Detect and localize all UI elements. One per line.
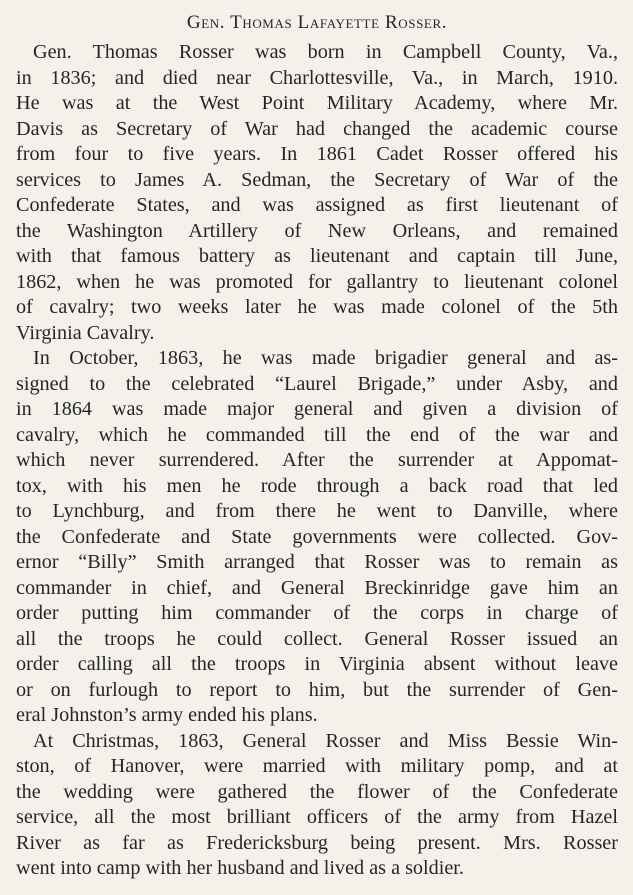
text-line: went into camp with her husband and lived as a soldier. bbox=[16, 857, 464, 879]
text-line: In October, 1863, he was made brigadier general and as- bbox=[33, 347, 618, 369]
text-line: all the troops he could collect. General Rosser issued an bbox=[16, 627, 618, 650]
text-line: 1862, when he was promoted for gallantry to lieutenant colonel bbox=[16, 270, 618, 293]
text-line: Davis as Secretary of War had changed the academic course bbox=[16, 117, 618, 140]
text-line: or on furlough to report to him, but the surrender of Gen- bbox=[16, 678, 618, 701]
text-line: in 1864 was made major general and given a division of bbox=[16, 398, 618, 420]
text-line: the wedding were gathered the flower of the Confederate bbox=[16, 780, 618, 803]
body-text bbox=[16, 40, 618, 882]
text-line: to Lynchburg, and from there he went to Danville, where bbox=[16, 500, 618, 522]
text-line: eral Johnston’s army ended his plans. bbox=[16, 704, 318, 726]
text-line: He was at the West Point Military Academy, where Mr. bbox=[16, 92, 618, 114]
text-line: Confederate States, and was assigned as first lieutenant of bbox=[16, 194, 618, 216]
text-line: signed to the celebrated “Laurel Brigade,” under Asby, and bbox=[16, 372, 618, 395]
text-line: ernor “Billy” Smith arranged that Rosser was to remain as bbox=[16, 551, 618, 573]
page-title: Gen. Thomas Lafayette Rosser. bbox=[186, 12, 448, 33]
text-line: tox, with his men he rode through a back road that led bbox=[16, 474, 618, 497]
text-line: Gen. Thomas Rosser was born in Campbell County, Va., bbox=[33, 41, 618, 63]
text-line: the Washington Artillery of New Orleans, and remained bbox=[16, 219, 618, 242]
text-line: cavalry, which he commanded till the end of the war and bbox=[16, 423, 618, 446]
text-line: which never surrendered. After the surrender at Appomat- bbox=[16, 449, 618, 471]
text-line: Virginia Cavalry. bbox=[16, 321, 155, 344]
text-line: the Confederate and State governments were collected. Gov- bbox=[16, 525, 618, 548]
text-line: order putting him commander of the corps in charge of bbox=[16, 602, 618, 624]
text-line: ston, of Hanover, were married with military pomp, and at bbox=[16, 755, 618, 777]
text-line: commander in chief, and General Breckinridge gave him an bbox=[16, 576, 618, 599]
text-line: from four to five years. In 1861 Cadet Rosser offered his bbox=[16, 143, 618, 165]
text-line: order calling all the troops in Virginia absent without leave bbox=[16, 653, 618, 675]
text-line: in 1836; and died near Charlottesville, Va., in March, 1910. bbox=[16, 66, 618, 89]
text-line: service, all the most brilliant officers of the army from Hazel bbox=[16, 806, 618, 828]
text-line: with that famous battery as lieutenant and captain till June, bbox=[16, 245, 618, 267]
text-line: River as far as Fredericksburg being present. Mrs. Rosser bbox=[16, 831, 618, 854]
text-line: of cavalry; two weeks later he was made colonel of the 5th bbox=[16, 296, 618, 318]
text-line: services to James A. Sedman, the Secretary of War of the bbox=[16, 168, 618, 191]
text-line: At Christmas, 1863, General Rosser and Miss Bessie Win- bbox=[33, 729, 618, 752]
